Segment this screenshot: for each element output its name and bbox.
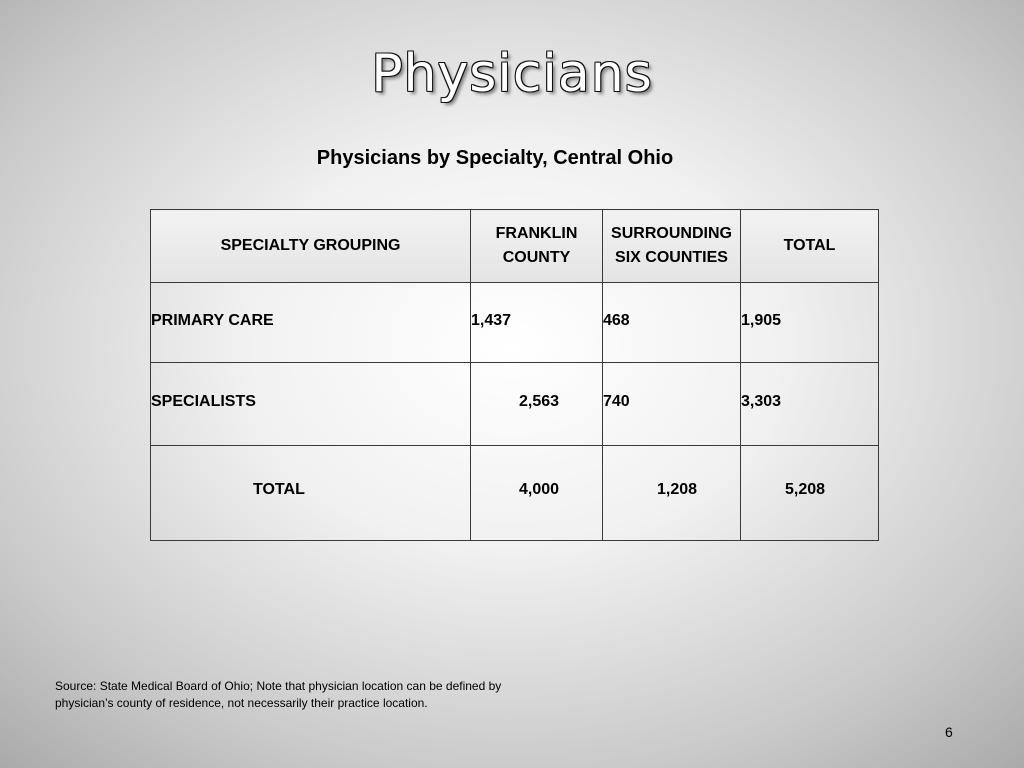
slide-title: Physicians	[371, 44, 653, 104]
cell-franklin-total: 4,000	[471, 446, 603, 541]
header-franklin-line1: FRANKLIN	[495, 225, 578, 242]
table-row	[151, 283, 879, 363]
source-note	[55, 678, 575, 712]
header-surrounding-line1: SURROUNDING	[611, 225, 732, 242]
data-table	[150, 209, 879, 541]
header-franklin-county	[471, 210, 603, 283]
header-specialty-label: SPECIALTY GROUPING	[220, 237, 401, 254]
table-row	[151, 363, 879, 446]
table-title: Physicians by Specialty, Central Ohio	[316, 147, 674, 169]
cell-grand-total: 5,208	[741, 446, 879, 541]
header-surrounding-counties	[603, 210, 741, 283]
row-label-total: TOTAL	[151, 446, 471, 541]
cell-franklin-primary-care: 1,437	[471, 283, 603, 363]
source-note-line2: physician’s county of residence, not necessarily their practice location.	[55, 696, 428, 710]
header-total-label: TOTAL	[783, 237, 836, 254]
table-header-row	[151, 210, 879, 283]
page-number: 6	[945, 724, 953, 740]
cell-total-specialists: 3,303	[741, 363, 879, 446]
row-label-primary-care: PRIMARY CARE	[151, 283, 471, 363]
cell-surrounding-total: 1,208	[603, 446, 741, 541]
header-franklin-line2: COUNTY	[502, 249, 571, 266]
cell-total-primary-care: 1,905	[741, 283, 879, 363]
row-label-specialists: SPECIALISTS	[151, 363, 471, 446]
data-table-container	[150, 209, 878, 529]
header-surrounding-line2: SIX COUNTIES	[615, 249, 728, 266]
source-note-line1: Source: State Medical Board of Ohio; Note that physician location can be defined by	[55, 679, 502, 693]
table-row	[151, 446, 879, 541]
cell-surrounding-specialists: 740	[603, 363, 741, 446]
cell-surrounding-primary-care: 468	[603, 283, 741, 363]
cell-franklin-specialists: 2,563	[471, 363, 603, 446]
header-total	[741, 210, 879, 283]
header-specialty-grouping	[151, 210, 471, 283]
